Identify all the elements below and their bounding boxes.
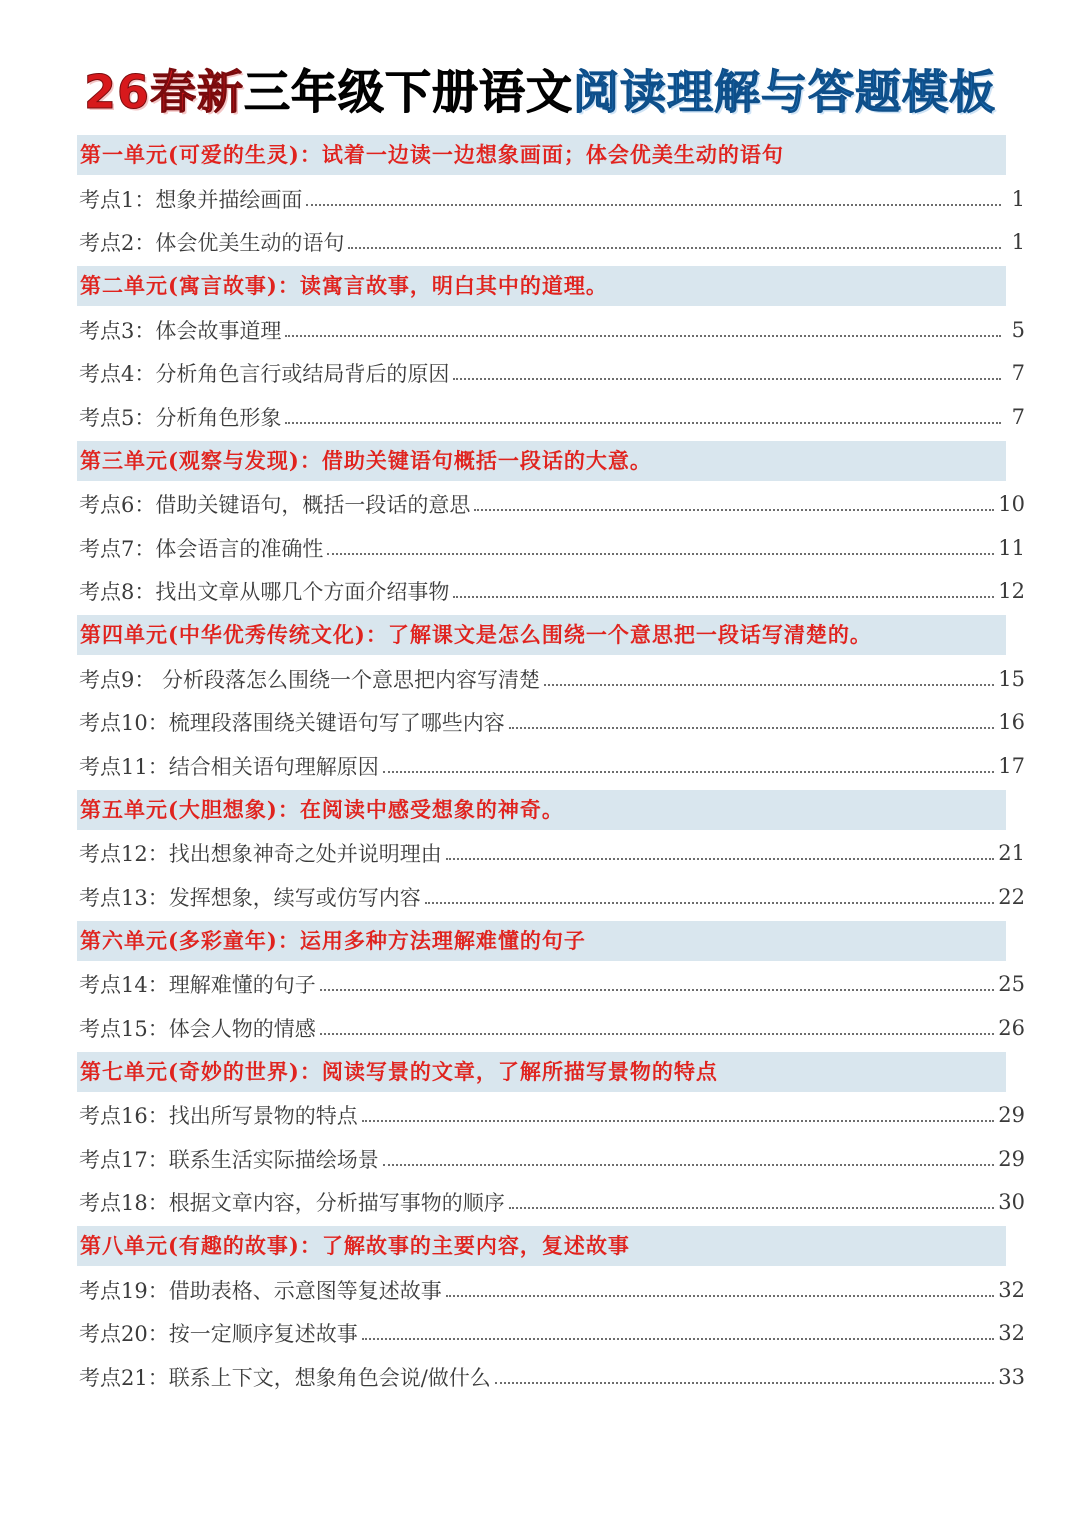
toc-entry-label: 考点10：梳理段落围绕关键语句写了哪些内容 — [79, 711, 505, 736]
toc-entry-label: 考点14：理解难懂的句子 — [79, 973, 316, 998]
toc-entry-page: 1 — [1011, 186, 1025, 211]
toc-entry-page: 22 — [998, 884, 1025, 909]
toc-entry-label: 考点18：根据文章内容，分析描写事物的顺序 — [79, 1191, 505, 1216]
toc-entry[interactable] — [77, 1268, 1025, 1312]
dot-leader — [362, 1120, 995, 1122]
toc-entry[interactable] — [77, 526, 1025, 570]
toc-entry-page: 17 — [998, 753, 1025, 778]
toc-entry-page: 32 — [998, 1321, 1025, 1346]
toc-entry-label: 考点6：借助关键语句，概括一段话的意思 — [79, 493, 471, 518]
dot-leader — [285, 335, 1001, 337]
toc-entry-page: 26 — [998, 1015, 1025, 1040]
dot-leader — [474, 509, 994, 511]
toc-entry-page: 7 — [1011, 404, 1025, 429]
toc-entry-label: 考点20：按一定顺序复述故事 — [79, 1322, 358, 1347]
toc-entry-label: 考点19：借助表格、示意图等复述故事 — [79, 1278, 442, 1303]
toc-entry-page: 11 — [998, 535, 1025, 560]
dot-leader — [446, 858, 995, 860]
page-title — [0, 52, 1080, 132]
toc-entry-label: 考点4：分析角色言行或结局背后的原因 — [79, 362, 450, 387]
toc-entry-label: 考点21：联系上下文，想象角色会说/做什么 — [79, 1365, 491, 1390]
toc-entry-page: 10 — [998, 492, 1025, 517]
unit-heading-3: 第三单元(观察与发现)：借助关键语句概括一段话的大意。 — [77, 441, 1006, 481]
toc-entry-label: 考点7：体会语言的准确性 — [79, 536, 324, 561]
toc-entry[interactable] — [77, 352, 1025, 396]
dot-leader — [425, 902, 995, 904]
dot-leader — [362, 1338, 995, 1340]
toc-entry-page: 33 — [998, 1364, 1025, 1389]
toc-entry-page: 29 — [998, 1103, 1025, 1128]
title-part-blue: 阅读理解与答题模板 — [573, 65, 996, 119]
toc-entry-page: 30 — [998, 1190, 1025, 1215]
toc-entry[interactable] — [77, 744, 1025, 788]
toc-entry-page: 16 — [998, 710, 1025, 735]
dot-leader — [453, 596, 994, 598]
toc-entry-label: 考点11：结合相关语句理解原因 — [79, 754, 379, 779]
dot-leader — [509, 727, 995, 729]
toc-entry-page: 7 — [1011, 361, 1025, 386]
unit-heading-2: 第二单元(寓言故事)：读寓言故事，明白其中的道理。 — [77, 266, 1006, 306]
toc-entry-page: 5 — [1011, 317, 1025, 342]
toc-entry[interactable] — [77, 1006, 1025, 1050]
toc-entry[interactable] — [77, 1181, 1025, 1225]
unit-heading-7: 第七单元(奇妙的世界)：阅读写景的文章，了解所描写景物的特点 — [77, 1052, 1006, 1092]
toc-entry-label: 考点8：找出文章从哪几个方面介绍事物 — [79, 580, 450, 605]
dot-leader — [327, 553, 994, 555]
unit-heading-4: 第四单元(中华优秀传统文化)：了解课文是怎么围绕一个意思把一段话写清楚的。 — [77, 615, 1006, 655]
toc-entry-page: 21 — [998, 841, 1025, 866]
title-part-black: 三年级下册语文 — [244, 65, 573, 119]
toc-entry-label: 考点12：找出想象神奇之处并说明理由 — [79, 842, 442, 867]
toc-entry[interactable] — [77, 395, 1025, 439]
title-part-red: 26春新 — [83, 65, 244, 119]
toc-entry[interactable] — [77, 875, 1025, 919]
toc-entry-label: 考点9： 分析段落怎么围绕一个意思把内容写清楚 — [79, 667, 541, 692]
toc-entry[interactable] — [77, 701, 1025, 745]
toc-entry[interactable] — [77, 963, 1025, 1007]
toc-entry[interactable] — [77, 177, 1025, 221]
toc-entry[interactable] — [77, 483, 1025, 527]
toc-entry[interactable] — [77, 1094, 1025, 1138]
toc-entry-label: 考点13：发挥想象，续写或仿写内容 — [79, 885, 421, 910]
toc-entry-page: 12 — [998, 579, 1025, 604]
table-of-contents — [77, 133, 1025, 1399]
dot-leader — [446, 1295, 995, 1297]
toc-entry-label: 考点15：体会人物的情感 — [79, 1016, 316, 1041]
dot-leader — [509, 1207, 995, 1209]
toc-entry-page: 25 — [998, 972, 1025, 997]
dot-leader — [306, 204, 1001, 206]
unit-heading-8: 第八单元(有趣的故事)：了解故事的主要内容，复述故事 — [77, 1226, 1006, 1266]
dot-leader — [285, 422, 1001, 424]
toc-entry[interactable] — [77, 1137, 1025, 1181]
toc-entry-label: 考点1：想象并描绘画面 — [79, 187, 303, 212]
unit-heading-1: 第一单元(可爱的生灵)：试着一边读一边想象画面；体会优美生动的语句 — [77, 135, 1006, 175]
dot-leader — [453, 378, 1001, 380]
dot-leader — [383, 1164, 995, 1166]
toc-entry-label: 考点5：分析角色形象 — [79, 405, 282, 430]
toc-entry-label: 考点16：找出所写景物的特点 — [79, 1104, 358, 1129]
dot-leader — [320, 1033, 995, 1035]
toc-entry-label: 考点2：体会优美生动的语句 — [79, 231, 345, 256]
toc-entry-page: 29 — [998, 1146, 1025, 1171]
toc-entry[interactable] — [77, 832, 1025, 876]
toc-entry-page: 1 — [1011, 230, 1025, 255]
toc-entry-page: 32 — [998, 1277, 1025, 1302]
toc-entry-page: 15 — [998, 666, 1025, 691]
toc-entry[interactable] — [77, 221, 1025, 265]
unit-heading-6: 第六单元(多彩童年)：运用多种方法理解难懂的句子 — [77, 921, 1006, 961]
toc-entry[interactable] — [77, 570, 1025, 614]
dot-leader — [495, 1382, 994, 1384]
dot-leader — [544, 684, 994, 686]
dot-leader — [348, 247, 1001, 249]
toc-entry-label: 考点17：联系生活实际描绘场景 — [79, 1147, 379, 1172]
dot-leader — [320, 989, 995, 991]
toc-entry[interactable] — [77, 1312, 1025, 1356]
unit-heading-5: 第五单元(大胆想象)：在阅读中感受想象的神奇。 — [77, 790, 1006, 830]
toc-entry[interactable] — [77, 657, 1025, 701]
dot-leader — [383, 771, 995, 773]
toc-entry[interactable] — [77, 1355, 1025, 1399]
toc-entry[interactable] — [77, 308, 1025, 352]
toc-entry-label: 考点3：体会故事道理 — [79, 318, 282, 343]
